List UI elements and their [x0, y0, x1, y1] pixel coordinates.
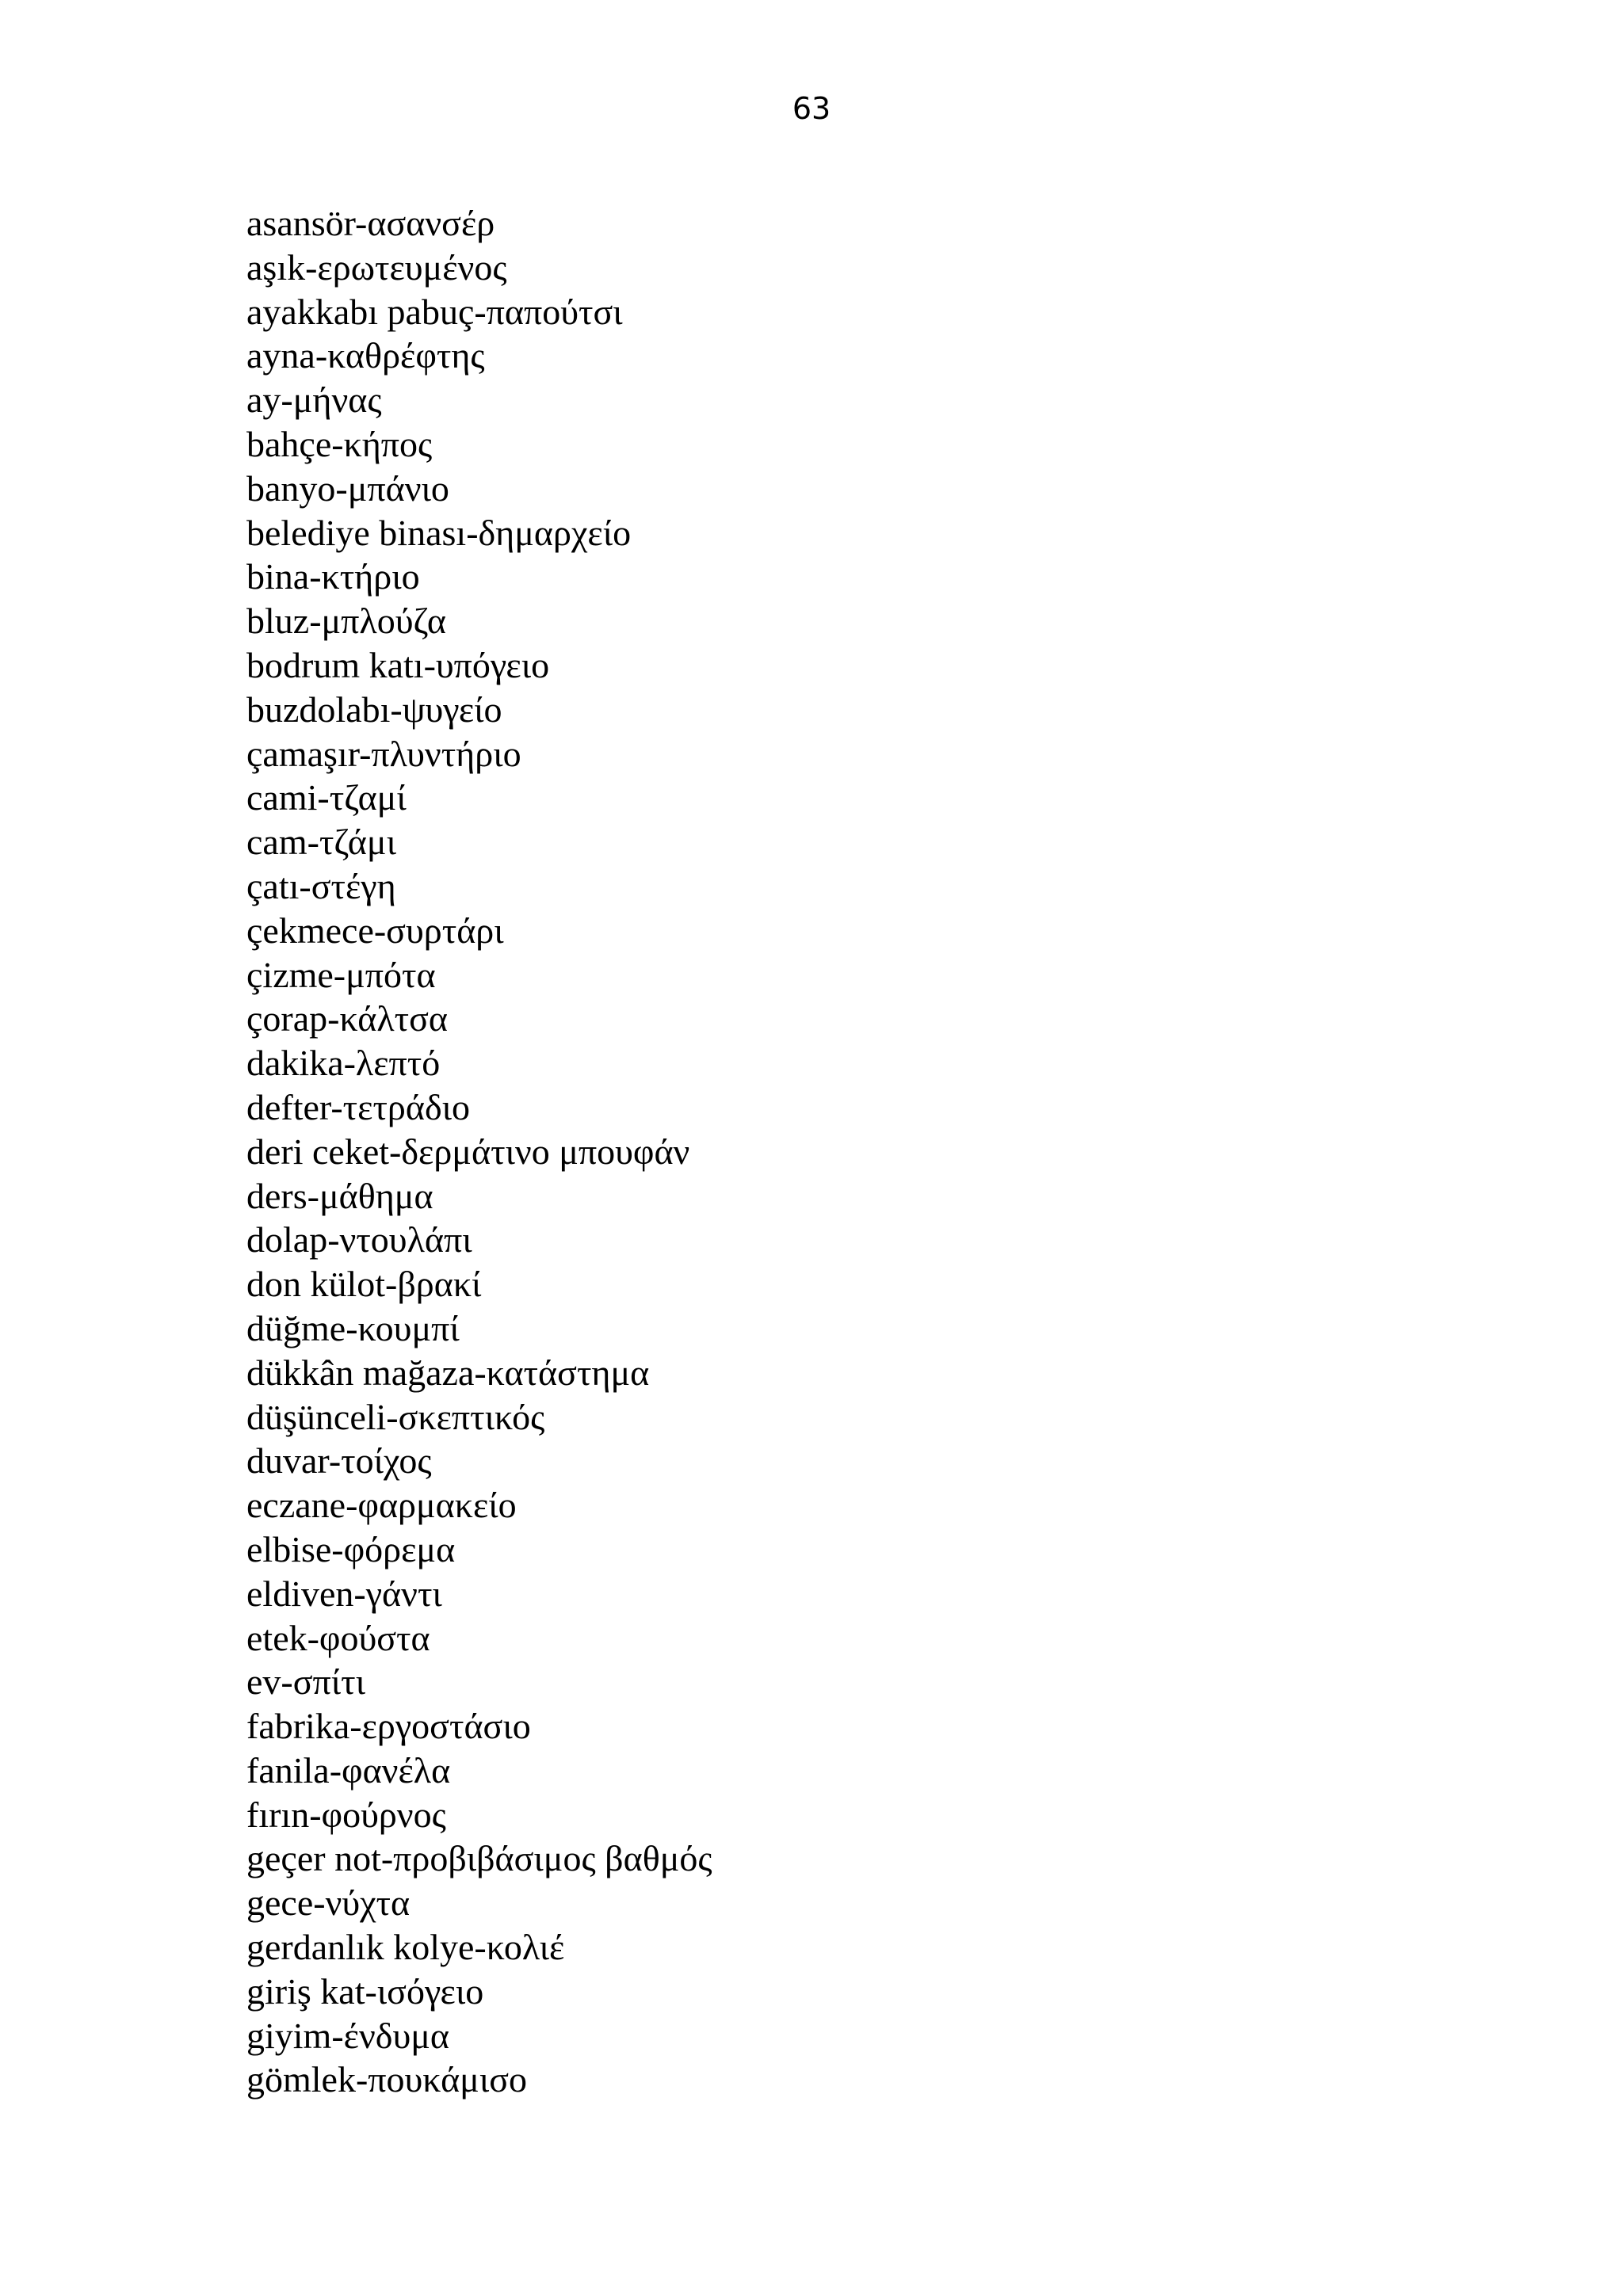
- vocabulary-entry: cami-τζαμί: [246, 777, 407, 818]
- vocabulary-entry: ders-μάθημα: [246, 1175, 433, 1216]
- vocabulary-entry: bluz-μπλούζα: [246, 601, 446, 642]
- vocabulary-entry: çekmece-συρτάρι: [246, 910, 504, 951]
- vocabulary-entry: deri ceket-δερμάτινο μπουφάν: [246, 1131, 690, 1172]
- vocabulary-entry: ev-σπίτι: [246, 1661, 365, 1703]
- vocabulary-entry: çorap-κάλτσα: [246, 998, 449, 1039]
- vocabulary-entry: giriş kat-ισόγειο: [246, 1970, 484, 2012]
- vocabulary-entry: aşık-ερωτευμένος: [246, 246, 507, 288]
- vocabulary-entry: etek-φούστα: [246, 1617, 430, 1658]
- vocabulary-entry: ayakkabı pabuç-παπούτσι: [246, 291, 623, 332]
- vocabulary-entry: düğme-κουμπί: [246, 1307, 460, 1348]
- vocabulary-entry: bodrum katı-υπόγειο: [246, 644, 550, 685]
- vocabulary-entry: cam-τζάμι: [246, 822, 396, 863]
- vocabulary-entry: bahçe-κήπος: [246, 423, 433, 464]
- vocabulary-entry: dakika-λεπτό: [246, 1043, 441, 1084]
- vocabulary-entry: asansör-ασανσέρ: [246, 203, 495, 243]
- vocabulary-entry: dolap-ντουλάπι: [246, 1219, 472, 1261]
- vocabulary-list: [246, 201, 712, 2102]
- vocabulary-entry: geçer not-προβιβάσιμος βαθμός: [246, 1838, 712, 1879]
- vocabulary-entry: düşünceli-σκεπτικός: [246, 1396, 545, 1437]
- vocabulary-entry: elbise-φόρεμα: [246, 1528, 456, 1569]
- vocabulary-entry: eldiven-γάντι: [246, 1573, 442, 1614]
- vocabulary-entry: bina-κτήριο: [246, 556, 420, 597]
- vocabulary-entry: fanila-φανέλα: [246, 1749, 451, 1791]
- vocabulary-entry: ayna-καθρέφτης: [246, 335, 485, 376]
- vocabulary-entry: eczane-φαρμακείο: [246, 1485, 517, 1526]
- vocabulary-entry: belediye binası-δημαρχείο: [246, 512, 632, 553]
- vocabulary-entry: dükkân mağaza-κατάστημα: [246, 1352, 650, 1393]
- vocabulary-entry: gerdanlık kolye-κολιέ: [246, 1927, 565, 1968]
- vocabulary-entry: duvar-τοίχος: [246, 1440, 432, 1482]
- vocabulary-entry: fabrika-εργοστάσιο: [246, 1706, 531, 1747]
- vocabulary-entry: çamaşır-πλυντήριο: [246, 733, 521, 774]
- vocabulary-entry: gece-νύχτα: [246, 1882, 411, 1924]
- vocabulary-entry: fırın-φούρνος: [246, 1794, 446, 1835]
- vocabulary-entry: çizme-μπότα: [246, 954, 436, 995]
- vocabulary-entry: çatı-στέγη: [246, 865, 396, 906]
- vocabulary-entry: gömlek-πουκάμισο: [246, 2059, 528, 2100]
- vocabulary-entry: defter-τετράδιο: [246, 1086, 471, 1127]
- page-number: 63: [792, 91, 831, 126]
- vocabulary-entry: ay-μήνας: [246, 379, 382, 421]
- vocabulary-entry: banyo-μπάνιο: [246, 467, 449, 509]
- vocabulary-entry: don külot-βρακί: [246, 1264, 482, 1305]
- vocabulary-entry: giyim-ένδυμα: [246, 2015, 449, 2056]
- vocabulary-entry: buzdolabı-ψυγείο: [246, 688, 502, 730]
